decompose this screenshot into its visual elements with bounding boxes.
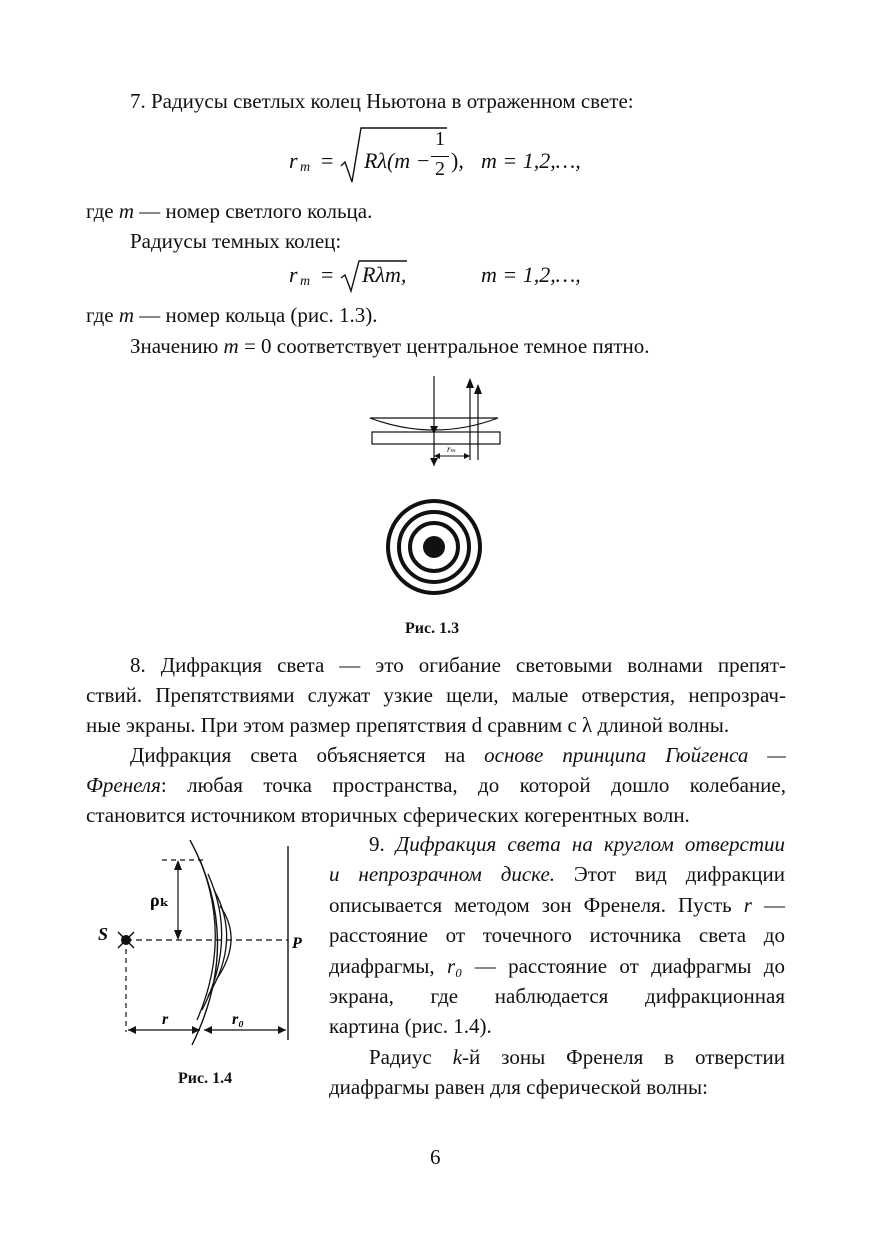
- where-dark-text: где m — номер кольца (рис. 1.3).: [86, 303, 378, 327]
- fig13-rm-label: rₘ: [447, 444, 457, 454]
- fig14-screen-label: P: [292, 935, 302, 952]
- section9-line2: и непрозрачном диске. Этот вид дифракции: [329, 862, 785, 886]
- section9-line9: диафрагмы равен для сферической волны:: [329, 1075, 708, 1099]
- dark-rings-heading: Радиусы темных колец:: [130, 229, 342, 253]
- section9-line5: диафрагмы, r₀ — расстояние от диафрагмы до: [329, 954, 785, 978]
- fig14-source-label: S: [98, 924, 109, 944]
- page-number: 6: [430, 1145, 441, 1169]
- formula1-lhs-sub: m: [300, 160, 311, 175]
- section9-line1: 9. Дифракция света на круглом отверстии: [369, 832, 786, 856]
- formula-bright-rings: [289, 128, 589, 194]
- section8-line3: ные экраны. При этом размер препятствия d сравним с λ длиной волны.: [86, 713, 730, 737]
- fig14-r0-label: r₀: [232, 1011, 244, 1028]
- formula1-frac-bar: [431, 156, 449, 157]
- huygens-line1: Дифракция света объясняется на основе принципа Гюйгенса —: [130, 743, 786, 767]
- formula1-root-prefix: Rλ(m −: [364, 148, 431, 173]
- formula2-condition: m = 1,2,…,: [481, 262, 581, 287]
- huygens-line2: Френеля: любая точка пространства, до которой дошло колебание,: [86, 773, 786, 797]
- glass-plate: [372, 432, 500, 444]
- newton-rings-icon: [384, 497, 484, 597]
- formula1-condition: m = 1,2,…,: [481, 148, 581, 173]
- formula-dark-rings: [289, 260, 589, 300]
- figure-1-4-fresnel-zones: [92, 840, 302, 1055]
- section9-line7: картина (рис. 1.4).: [329, 1014, 492, 1038]
- section7-heading: 7. Радиусы светлых колец Ньютона в отраженном свете:: [130, 89, 634, 113]
- where-bright-text: где m — номер светлого кольца.: [86, 199, 373, 223]
- formula2-root: Rλm,: [362, 262, 407, 287]
- formula2-lhs-sub: m: [300, 274, 311, 289]
- formula1-frac-den: 2: [435, 158, 445, 180]
- fig14-r-label: r: [162, 1011, 169, 1028]
- huygens-line3: становится источником вторичных сферических когерентных волн.: [86, 803, 690, 827]
- formula2-eq: =: [321, 262, 334, 287]
- figure-1-3-lens-diagram: [360, 370, 510, 475]
- formula2-lhs-var: r: [289, 262, 298, 287]
- figure-1-3-caption: Рис. 1.3: [405, 620, 460, 637]
- section8-line1: 8. Дифракция света — это огибание световыми волнами препят-: [130, 653, 786, 677]
- formula1-lhs-var: r: [289, 148, 298, 173]
- section8-line2: ствий. Препятствиями служат узкие щели, малые отверстия, непрозрач-: [86, 683, 786, 707]
- formula1-eq: =: [321, 148, 334, 173]
- figure-1-4-caption: Рис. 1.4: [178, 1070, 233, 1087]
- section9-line8: Радиус k-й зоны Френеля в отверстии: [369, 1045, 786, 1069]
- section9-line4: расстояние от точечного источника света до: [329, 923, 785, 947]
- fig14-rho-label: ρₖ: [150, 890, 170, 910]
- m-zero-text: Значению m = 0 соответствует центральное темное пятно.: [130, 334, 650, 358]
- section9-line6: экрана, где наблюдается дифракционная: [329, 984, 785, 1008]
- section9-line3: описывается методом зон Френеля. Пусть r —: [329, 893, 786, 917]
- formula1-frac-num: 1: [435, 128, 445, 150]
- formula1-root-suffix: ),: [451, 148, 464, 173]
